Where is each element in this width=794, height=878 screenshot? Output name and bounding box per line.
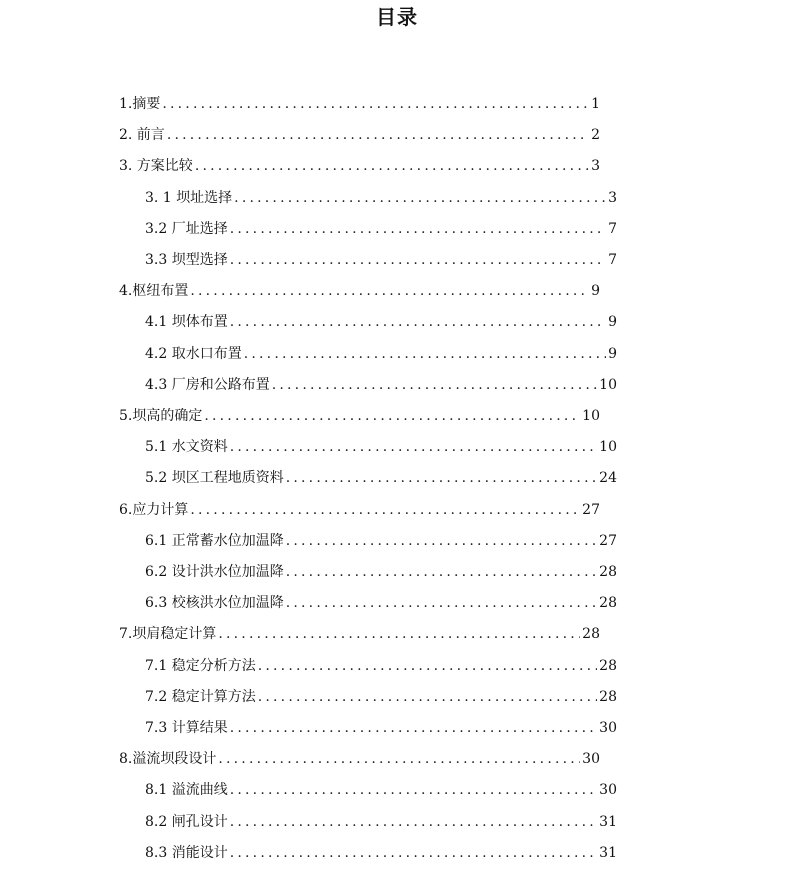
toc-entry[interactable] xyxy=(145,716,617,740)
toc-entry[interactable] xyxy=(145,310,617,334)
toc-entry[interactable] xyxy=(145,373,617,397)
toc-entry[interactable] xyxy=(145,186,617,210)
toc-entry-page-number: 30 xyxy=(582,751,600,768)
toc-entry-page-number: 28 xyxy=(599,688,617,705)
toc-entry[interactable] xyxy=(145,466,617,490)
dot-leader xyxy=(167,123,589,147)
dot-leader xyxy=(234,186,606,210)
toc-entry-label: 5.1 水文资料 xyxy=(145,439,228,456)
toc-entry[interactable] xyxy=(145,217,617,241)
toc-entry-page-number: 28 xyxy=(599,595,617,612)
toc-entry-page-number: 30 xyxy=(599,720,617,736)
toc-entry[interactable] xyxy=(119,622,600,646)
dot-leader xyxy=(272,373,597,397)
toc-entry[interactable] xyxy=(145,248,617,272)
toc-entry-page-number: 2 xyxy=(591,127,600,144)
toc-entry[interactable] xyxy=(119,747,600,771)
dot-leader xyxy=(230,778,597,802)
toc-entry-label: 5.2 坝区工程地质资料 xyxy=(145,470,284,487)
toc-entry[interactable] xyxy=(145,560,617,584)
dot-leader xyxy=(286,529,597,553)
toc-entry-label: 6.2 设计洪水位加温降 xyxy=(145,564,284,580)
toc-entry-label: 8.2 闸孔设计 xyxy=(145,813,228,830)
toc-entry[interactable] xyxy=(119,92,600,116)
toc-entry-page-number: 27 xyxy=(582,501,600,518)
toc-entry-label: 6.应力计算 xyxy=(119,501,189,518)
dot-leader xyxy=(258,654,597,678)
toc-entry[interactable] xyxy=(145,841,617,865)
dot-leader xyxy=(204,404,580,428)
dot-leader xyxy=(230,310,606,334)
toc-entry[interactable] xyxy=(145,342,617,366)
toc-entry-page-number: 9 xyxy=(608,345,617,362)
toc-entry-label: 6.1 正常蓄水位加温降 xyxy=(145,532,284,549)
toc-entry-label: 3. 方案比较 xyxy=(119,158,193,175)
toc-entry-page-number: 3 xyxy=(591,158,600,175)
dot-leader xyxy=(286,591,597,615)
toc-entry-label: 2. 前言 xyxy=(119,127,165,144)
toc-entry-page-number: 27 xyxy=(599,532,617,549)
toc-entry[interactable] xyxy=(119,154,600,178)
toc-entry-label: 5.坝高的确定 xyxy=(119,408,203,424)
toc-entry-label: 7.3 计算结果 xyxy=(145,720,228,736)
toc-entry-page-number: 30 xyxy=(599,782,617,799)
toc-entry-page-number: 10 xyxy=(599,439,617,456)
dot-leader xyxy=(218,747,580,771)
dot-leader xyxy=(230,435,597,459)
toc-entry-page-number: 9 xyxy=(608,314,617,331)
toc-entry-label: 7.坝肩稳定计算 xyxy=(119,626,217,643)
dot-leader xyxy=(286,466,597,490)
toc-entry[interactable] xyxy=(119,498,600,522)
toc-entry-label: 6.3 校核洪水位加温降 xyxy=(145,595,284,612)
toc-entry[interactable] xyxy=(119,123,600,147)
dot-leader xyxy=(162,92,589,116)
toc-entry-label: 4.3 厂房和公路布置 xyxy=(145,376,270,393)
dot-leader xyxy=(244,342,606,366)
dot-leader xyxy=(190,279,589,303)
dot-leader xyxy=(230,248,606,272)
dot-leader xyxy=(230,716,597,740)
dot-leader xyxy=(230,810,597,834)
toc-entry[interactable] xyxy=(145,685,617,709)
toc-entry-page-number: 3 xyxy=(608,189,617,206)
toc-entry-page-number: 10 xyxy=(582,408,600,424)
toc-entry-label: 3. 1 坝址选择 xyxy=(145,189,233,206)
toc-entry-label: 3.3 坝型选择 xyxy=(145,252,228,268)
toc-entry-page-number: 24 xyxy=(599,470,617,487)
dot-leader xyxy=(230,217,606,241)
dot-leader xyxy=(195,154,589,178)
toc-entry-label: 7.1 稳定分析方法 xyxy=(145,657,256,674)
toc-entry-label: 4.1 坝体布置 xyxy=(145,314,228,331)
toc-entry[interactable] xyxy=(119,404,600,428)
toc-entry-label: 1.摘要 xyxy=(119,96,161,112)
toc-entry-label: 8.1 溢流曲线 xyxy=(145,782,228,799)
toc-entry-page-number: 7 xyxy=(608,252,617,268)
toc-entry[interactable] xyxy=(145,654,617,678)
toc-entry-label: 4.枢纽布置 xyxy=(119,283,189,300)
toc-entry[interactable] xyxy=(145,435,617,459)
dot-leader xyxy=(218,622,580,646)
toc-entry-page-number: 9 xyxy=(591,283,600,300)
dot-leader xyxy=(230,841,597,865)
toc-entry-label: 3.2 厂址选择 xyxy=(145,220,228,237)
toc-entry-page-number: 31 xyxy=(599,844,617,861)
toc-entry-label: 8.3 消能设计 xyxy=(145,844,228,861)
toc-entry[interactable] xyxy=(145,810,617,834)
toc-entry-page-number: 10 xyxy=(599,376,617,393)
toc-entry-page-number: 31 xyxy=(599,813,617,830)
toc-entry-page-number: 1 xyxy=(591,96,600,112)
dot-leader xyxy=(190,498,580,522)
toc-entry[interactable] xyxy=(145,529,617,553)
toc-entry[interactable] xyxy=(145,591,617,615)
dot-leader xyxy=(286,560,597,584)
toc-entry-page-number: 7 xyxy=(608,220,617,237)
page-title: 目录 xyxy=(376,5,418,29)
toc-entry-label: 8.溢流坝段设计 xyxy=(119,751,217,768)
toc-entry-label: 7.2 稳定计算方法 xyxy=(145,688,256,705)
toc-entry[interactable] xyxy=(119,279,600,303)
toc-entry-page-number: 28 xyxy=(599,564,617,580)
toc-entry-label: 4.2 取水口布置 xyxy=(145,345,242,362)
toc-entry-page-number: 28 xyxy=(599,657,617,674)
toc-entry[interactable] xyxy=(145,778,617,802)
toc-entry-page-number: 28 xyxy=(582,626,600,643)
dot-leader xyxy=(258,685,597,709)
